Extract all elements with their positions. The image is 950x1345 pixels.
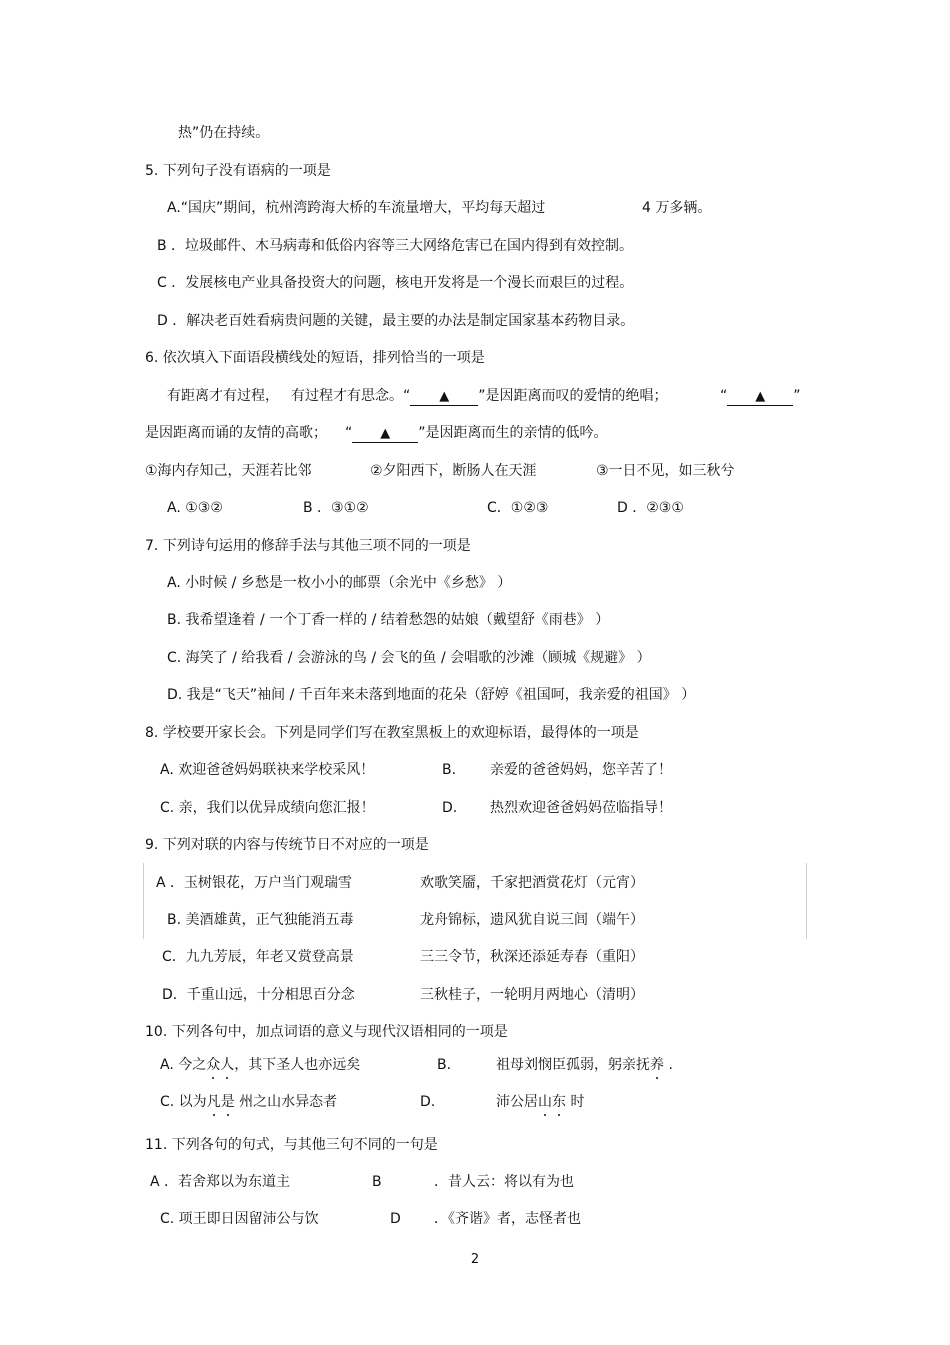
q6-passage-line2 [145, 424, 608, 443]
q9-option-d-left: D．千重山远，十分相思百分念 [162, 987, 355, 1003]
q6-phrase-3: ③一日不见，如三秋兮 [596, 463, 735, 479]
q6-phrase-1: ①海内存知己，天涯若比邻 [145, 463, 312, 479]
q10-option-b [496, 1056, 673, 1074]
q6-passage-part: ” [793, 388, 801, 404]
q10-option-b-text: . [664, 1057, 673, 1073]
q10-option-a-text: A. 今之 [160, 1057, 207, 1073]
q10-option-d-text: 时 [566, 1094, 585, 1110]
q6-stem: 6. 依次填入下面语段横线处的短语，排列恰当的一项是 [145, 350, 485, 366]
q8-option-d-text: 热烈欢迎爸爸妈妈莅临指导！ [490, 800, 672, 816]
q10-option-c [160, 1093, 337, 1111]
q6-option-a: A. ①③② [167, 500, 223, 516]
q10-stem: 10. 下列各句中，加点词语的意义与现代汉语相同的一项是 [145, 1024, 508, 1040]
triangle-icon: ▲ [439, 389, 450, 404]
q10-option-a-text: ，其下圣人也亦远矣 [234, 1057, 361, 1073]
q8-option-b-label: B. [442, 762, 457, 778]
q11-option-b-label: B [372, 1174, 382, 1190]
q11-option-b-text: ．昔人云：将以有为也 [434, 1174, 574, 1190]
q9-option-b-left: B. 美酒雄黄，正气独能消五毒 [167, 912, 354, 928]
q7-option-b: B. 我希望逢着 / 一个丁香一样的 / 结着愁怨的姑娘（戴望舒《雨巷》 ） [167, 612, 610, 628]
q6-passage-part: ”是因距离而叹的爱情的绝唱； [478, 388, 668, 404]
emphasized-char: 凡 [206, 1094, 221, 1110]
q9-option-c-left: C．九九芳辰，年老又赏登高景 [162, 949, 354, 965]
q6-passage-part: 是因距离而诵的友情的高歌； [145, 425, 327, 441]
q5-option-d: D ．解决老百姓看病贵问题的关键，最主要的办法是制定国家基本药物目录。 [157, 313, 635, 329]
q8-option-b-text: 亲爱的爸爸妈妈，您辛苦了！ [490, 762, 672, 778]
q10-option-c-text: 州之山水异态者 [234, 1094, 338, 1110]
emphasized-char: 山 [538, 1094, 552, 1110]
q9-option-b-right: 龙舟锦标，遗风犹自说三闾（端午） [420, 912, 644, 928]
q5-option-a [167, 199, 545, 217]
q6-option-b: B ．③①② [303, 500, 369, 516]
q6-blank-2 [727, 388, 793, 406]
q11-stem: 11. 下列各句的句式，与其他三句不同的一句是 [145, 1137, 438, 1153]
q5-option-c: C ．发展核电产业具备投资大的问题，核电开发将是一个漫长而艰巨的过程。 [157, 275, 634, 291]
emphasized-char: 人 [220, 1057, 235, 1073]
q9-option-a-right: 欢歌笑靥，千家把酒赏花灯（元宵） [420, 875, 644, 891]
q10-option-c-text: C. 以为 [160, 1094, 207, 1110]
q6-passage-line1-end [720, 387, 801, 406]
q10-option-a [160, 1056, 360, 1074]
q9-stem: 9. 下列对联的内容与传统节日不对应的一项是 [145, 837, 429, 853]
q5-option-b: B ．垃圾邮件、木马病毒和低俗内容等三大网络危害已在国内得到有效控制。 [157, 238, 634, 254]
page-number: 2 [470, 1252, 480, 1267]
q6-passage-line1 [167, 387, 668, 406]
q9-option-a-left: A ．玉树银花，万户当门观瑞雪 [156, 875, 353, 891]
q6-blank-1 [410, 388, 478, 406]
q8-option-c: C. 亲，我们以优异成绩向您汇报！ [160, 800, 375, 816]
q8-option-d-label: D. [442, 800, 458, 816]
q6-phrase-2: ②夕阳西下，断肠人在天涯 [370, 463, 537, 479]
q6-blank-3 [352, 425, 418, 443]
q6-option-c: C．①②③ [487, 500, 549, 516]
q8-stem: 8. 学校要开家长会。下列是同学们写在教室黑板上的欢迎标语，最得体的一项是 [145, 725, 639, 741]
q11-option-d-label: D [390, 1211, 401, 1227]
q6-option-d: D ．②③① [617, 500, 684, 516]
q9-option-c-right: 三三令节，秋深还添延寿春（重阳） [420, 949, 644, 965]
emphasized-char: 养 [650, 1057, 664, 1073]
q10-option-b-text: 祖母刘悯臣孤弱，躬亲抚 [496, 1057, 650, 1073]
q9-option-d-right: 三秋桂子，一轮明月两地心（清明） [420, 987, 644, 1003]
emphasized-char: 众 [206, 1057, 221, 1073]
q7-stem: 7. 下列诗句运用的修辞手法与其他三项不同的一项是 [145, 538, 471, 554]
q8-option-a: A. 欢迎爸爸妈妈联袂来学校采风！ [160, 762, 375, 778]
q5-option-a-tail: 4 万多辆。 [642, 200, 712, 216]
scan-border-left [143, 863, 144, 939]
q10-option-b-label: B. [437, 1057, 452, 1073]
continued-text: 热”仍在持续。 [178, 125, 270, 141]
q7-option-a: A. 小时候 / 乡愁是一枚小小的邮票（余光中《乡愁》 ） [167, 575, 512, 591]
q6-passage-part: 有过程才有思念。“ [291, 388, 411, 404]
triangle-icon: ▲ [380, 426, 391, 441]
q6-passage-part: ”是因距离而生的亲情的低吟。 [418, 425, 608, 441]
emphasized-char: 东 [552, 1094, 566, 1110]
q5-option-a-text: A.“国庆”期间，杭州湾跨海大桥的车流量增大，平均每天超过 [167, 200, 546, 216]
triangle-icon: ▲ [755, 389, 766, 404]
q6-passage-part: 有距离才有过程， [167, 388, 279, 404]
emphasized-char: 是 [220, 1094, 235, 1110]
scan-border-right [806, 863, 807, 939]
q10-option-d [496, 1093, 584, 1111]
q6-passage-part: “ [345, 425, 353, 441]
q7-option-d: D. 我是“飞天”袖间 / 千百年来未落到地面的花朵（舒婷《祖国呵，我亲爱的祖国》 ） [167, 687, 696, 703]
q11-option-a: A ．若舍郑以为东道主 [150, 1174, 291, 1190]
q5-stem: 5. 下列句子没有语病的一项是 [145, 163, 331, 179]
q10-option-d-label: D. [420, 1094, 436, 1110]
q7-option-c: C. 海笑了 / 给我看 / 会游泳的鸟 / 会飞的鱼 / 会唱歌的沙滩（顾城《规避》 ） [167, 650, 651, 666]
q11-option-c: C. 项王即日因留沛公与饮 [160, 1211, 319, 1227]
q10-option-d-text: 沛公居 [496, 1094, 538, 1110]
q6-passage-part: “ [720, 388, 728, 404]
q11-option-d-text: ．《齐谐》者，志怪者也 [434, 1211, 581, 1227]
